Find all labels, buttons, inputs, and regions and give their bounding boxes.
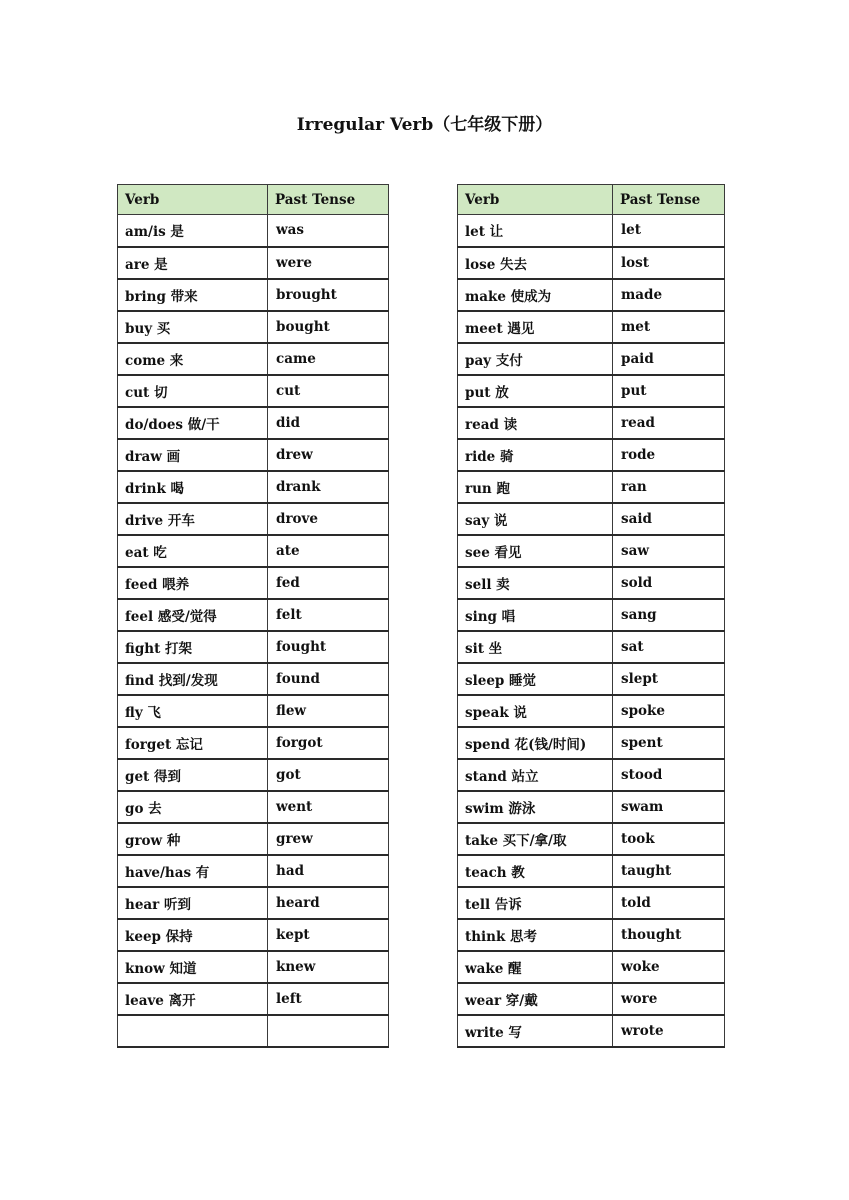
past-tense-cell: brought xyxy=(268,279,389,311)
table-row xyxy=(458,503,725,535)
verb-cell: fight 打架 xyxy=(118,631,268,663)
past-tense-cell: left xyxy=(268,983,389,1015)
past-tense-column-header: Past Tense xyxy=(268,185,389,215)
past-tense-cell: sang xyxy=(613,599,725,631)
past-tense-cell: drew xyxy=(268,439,389,471)
table-row xyxy=(458,279,725,311)
verb-cell: find 找到/发现 xyxy=(118,663,268,695)
verb-cell: do/does 做/干 xyxy=(118,407,268,439)
verb-cell: put 放 xyxy=(458,375,613,407)
table-header-row xyxy=(458,185,725,215)
table-row xyxy=(458,567,725,599)
table-row xyxy=(458,823,725,855)
verb-cell: keep 保持 xyxy=(118,919,268,951)
table-row xyxy=(458,919,725,951)
verb-cell: feel 感受/觉得 xyxy=(118,599,268,631)
verb-cell: sing 唱 xyxy=(458,599,613,631)
past-tense-cell: cut xyxy=(268,375,389,407)
table-row xyxy=(118,503,389,535)
verb-cell: spend 花(钱/时间) xyxy=(458,727,613,759)
table-row xyxy=(118,855,389,887)
verb-cell: go 去 xyxy=(118,791,268,823)
table-row xyxy=(118,695,389,727)
past-tense-cell: stood xyxy=(613,759,725,791)
past-tense-cell: ate xyxy=(268,535,389,567)
past-tense-cell: met xyxy=(613,311,725,343)
table-row xyxy=(118,343,389,375)
past-tense-cell: lost xyxy=(613,247,725,279)
verb-column-header: Verb xyxy=(118,185,268,215)
table-row xyxy=(118,631,389,663)
verb-cell: drink 喝 xyxy=(118,471,268,503)
verb-cell: read 读 xyxy=(458,407,613,439)
past-tense-cell: bought xyxy=(268,311,389,343)
verb-cell: think 思考 xyxy=(458,919,613,951)
table-row xyxy=(118,375,389,407)
past-tense-cell: made xyxy=(613,279,725,311)
past-tense-cell: put xyxy=(613,375,725,407)
verb-cell: see 看见 xyxy=(458,535,613,567)
table-row xyxy=(458,695,725,727)
past-tense-cell xyxy=(268,1015,389,1047)
table-row xyxy=(118,919,389,951)
table-row xyxy=(118,471,389,503)
past-tense-cell: forgot xyxy=(268,727,389,759)
verb-cell: ride 骑 xyxy=(458,439,613,471)
past-tense-cell: drank xyxy=(268,471,389,503)
verb-cell: leave 离开 xyxy=(118,983,268,1015)
table-row xyxy=(458,215,725,247)
table-row xyxy=(458,1015,725,1047)
table-row xyxy=(458,983,725,1015)
past-tense-cell: let xyxy=(613,215,725,247)
past-tense-cell: found xyxy=(268,663,389,695)
table-row xyxy=(458,631,725,663)
past-tense-cell: sat xyxy=(613,631,725,663)
verb-cell: tell 告诉 xyxy=(458,887,613,919)
past-tense-cell: drove xyxy=(268,503,389,535)
verb-cell: grow 种 xyxy=(118,823,268,855)
table-row xyxy=(118,439,389,471)
table-row xyxy=(118,1015,389,1047)
past-tense-cell: fought xyxy=(268,631,389,663)
verb-cell: say 说 xyxy=(458,503,613,535)
past-tense-cell: grew xyxy=(268,823,389,855)
verb-cell: teach 教 xyxy=(458,855,613,887)
table-header-row xyxy=(118,185,389,215)
table-row xyxy=(118,599,389,631)
verb-cell: wake 醒 xyxy=(458,951,613,983)
past-tense-cell: did xyxy=(268,407,389,439)
verb-cell: fly 飞 xyxy=(118,695,268,727)
past-tense-cell: knew xyxy=(268,951,389,983)
table-row xyxy=(458,791,725,823)
table-row xyxy=(118,279,389,311)
verb-cell: swim 游泳 xyxy=(458,791,613,823)
table-row xyxy=(118,951,389,983)
verb-cell: forget 忘记 xyxy=(118,727,268,759)
past-tense-cell: told xyxy=(613,887,725,919)
verb-cell: buy 买 xyxy=(118,311,268,343)
table-row xyxy=(458,951,725,983)
verb-cell xyxy=(118,1015,268,1047)
table-row xyxy=(458,407,725,439)
past-tense-cell: had xyxy=(268,855,389,887)
table-row xyxy=(118,535,389,567)
table-row xyxy=(118,215,389,247)
past-tense-cell: fed xyxy=(268,567,389,599)
past-tense-cell: went xyxy=(268,791,389,823)
verb-cell: get 得到 xyxy=(118,759,268,791)
table-row xyxy=(118,247,389,279)
verb-cell: sell 卖 xyxy=(458,567,613,599)
verb-cell: know 知道 xyxy=(118,951,268,983)
table-row xyxy=(118,759,389,791)
past-tense-cell: swam xyxy=(613,791,725,823)
verb-cell: are 是 xyxy=(118,247,268,279)
table-row xyxy=(118,311,389,343)
verb-cell: stand 站立 xyxy=(458,759,613,791)
verb-cell: drive 开车 xyxy=(118,503,268,535)
table-row xyxy=(458,727,725,759)
verb-cell: speak 说 xyxy=(458,695,613,727)
past-tense-cell: flew xyxy=(268,695,389,727)
table-row xyxy=(458,439,725,471)
verb-cell: write 写 xyxy=(458,1015,613,1047)
table-row xyxy=(118,567,389,599)
verb-cell: wear 穿/戴 xyxy=(458,983,613,1015)
verb-cell: hear 听到 xyxy=(118,887,268,919)
table-row xyxy=(118,407,389,439)
table-row xyxy=(118,823,389,855)
past-tense-cell: got xyxy=(268,759,389,791)
verb-cell: make 使成为 xyxy=(458,279,613,311)
table-row xyxy=(118,663,389,695)
table-row xyxy=(458,343,725,375)
verb-cell: take 买下/拿/取 xyxy=(458,823,613,855)
table-row xyxy=(458,311,725,343)
table-row xyxy=(458,887,725,919)
past-tense-cell: paid xyxy=(613,343,725,375)
table-row xyxy=(458,855,725,887)
past-tense-cell: was xyxy=(268,215,389,247)
past-tense-cell: spent xyxy=(613,727,725,759)
table-row xyxy=(118,887,389,919)
table-row xyxy=(458,535,725,567)
verb-cell: run 跑 xyxy=(458,471,613,503)
verb-cell: sleep 睡觉 xyxy=(458,663,613,695)
verb-cell: have/has 有 xyxy=(118,855,268,887)
past-tense-cell: wore xyxy=(613,983,725,1015)
past-tense-cell: said xyxy=(613,503,725,535)
verb-cell: eat 吃 xyxy=(118,535,268,567)
past-tense-cell: heard xyxy=(268,887,389,919)
past-tense-cell: spoke xyxy=(613,695,725,727)
table-row xyxy=(458,759,725,791)
verb-cell: cut 切 xyxy=(118,375,268,407)
verb-cell: draw 画 xyxy=(118,439,268,471)
verb-table-left xyxy=(117,184,389,1048)
verb-cell: meet 遇见 xyxy=(458,311,613,343)
table-row xyxy=(458,599,725,631)
past-tense-cell: came xyxy=(268,343,389,375)
table-row xyxy=(458,663,725,695)
past-tense-cell: thought xyxy=(613,919,725,951)
table-row xyxy=(118,791,389,823)
verb-cell: let 让 xyxy=(458,215,613,247)
past-tense-cell: read xyxy=(613,407,725,439)
verb-cell: bring 带来 xyxy=(118,279,268,311)
past-tense-cell: took xyxy=(613,823,725,855)
past-tense-cell: wrote xyxy=(613,1015,725,1047)
table-row xyxy=(458,471,725,503)
page-title: Irregular Verb（七年级下册） xyxy=(296,115,553,135)
past-tense-cell: sold xyxy=(613,567,725,599)
table-row xyxy=(458,247,725,279)
past-tense-cell: were xyxy=(268,247,389,279)
verb-cell: sit 坐 xyxy=(458,631,613,663)
verb-cell: am/is 是 xyxy=(118,215,268,247)
verb-cell: come 来 xyxy=(118,343,268,375)
verb-column-header: Verb xyxy=(458,185,613,215)
past-tense-cell: woke xyxy=(613,951,725,983)
verb-table-right xyxy=(457,184,725,1048)
past-tense-cell: saw xyxy=(613,535,725,567)
verb-cell: pay 支付 xyxy=(458,343,613,375)
verb-cell: feed 喂养 xyxy=(118,567,268,599)
past-tense-cell: ran xyxy=(613,471,725,503)
verb-cell: lose 失去 xyxy=(458,247,613,279)
table-row xyxy=(118,983,389,1015)
past-tense-cell: taught xyxy=(613,855,725,887)
past-tense-cell: slept xyxy=(613,663,725,695)
table-row xyxy=(118,727,389,759)
past-tense-cell: felt xyxy=(268,599,389,631)
table-row xyxy=(458,375,725,407)
past-tense-column-header: Past Tense xyxy=(613,185,725,215)
past-tense-cell: rode xyxy=(613,439,725,471)
past-tense-cell: kept xyxy=(268,919,389,951)
